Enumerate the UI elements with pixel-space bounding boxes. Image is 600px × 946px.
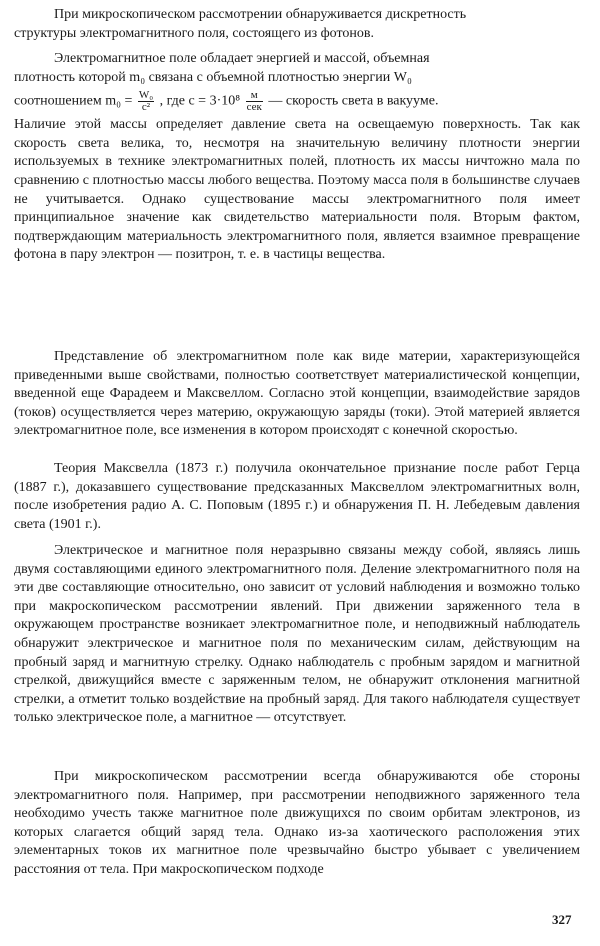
paragraph-1 [14, 6, 580, 43]
unit-denominator: сек [246, 101, 262, 114]
unit-numerator: м [246, 90, 263, 102]
paragraph-3: Представление об электромагнитном поле как виде материи, характеризующейся приведенными выше свойствами, полностью соответствует материалистической концепции, введенной еще Фарадеем и Максвеллом. Согласно этой концепции, взаимодействие зарядов (токов) осуществляется через материю, окружающую заряды (токи). Этой материей является электромагнитное поле, все изменения в котором происходят с конечной скоростью. [14, 349, 580, 439]
paragraph-5: Электрическое и магнитное поля неразрывно связаны между собой, являясь лишь двумя составляющими единого электромагнитного поля. Деление электромагнитного поля на эти две составляющие относительно, оно зависит от условий наблюдения и возможно только при макроскопическом рассмотрении явлений. При движении заряженного тела в окружающем пространстве возникает электромагнитное поле, и неподвижный наблюдатель обнаружит электрическое и магнитное поля по механическим силам, действующим на пробный заряд и магнитную стрелку. Однако наблюдатель с пробным зарядом и магнитной стрелкой, движущийся вместе с заряженным телом, не обнаружит отклонения магнитной стрелки, а отметит только воздействие на пробный заряд. Для такого наблюдателя существует только электрическое поле, а магнитное — отсутствует. [14, 543, 580, 726]
paragraph-2 [14, 50, 580, 265]
formula-denominator: c² [141, 101, 151, 114]
paragraph-2-continuation: Наличие этой массы определяет давление света на освещаемую поверхность. Так как скорость света велика, то, несмотря на значительную величину плотности энергии используемых в технике электромагнитных полей, плотность их массы ничтожно мала по сравнению с плотностью массы любого вещества. Поэтому масса поля в большинстве случаев не учитывается. Однако существование массы электромагнитного поля имеет принципиальное значение как свидетельство материальности поля. Вторым фактом, подтверждающим материальность электромагнитного поля, является взаимное превращение фотона в пару электрон — позитрон, т. е. в частицы вещества. [14, 117, 580, 263]
formula-suffix: — скорость света в вакууме. [268, 93, 439, 109]
paragraph-1-line-2: структуры электромагнитного поля, состоящего из фотонов. [14, 25, 375, 41]
speed-unit-fraction [246, 90, 263, 113]
formula-numerator: W₀ [138, 89, 154, 102]
paragraph-6: При микроскопическом рассмотрении всегда обнаруживаются обе стороны электромагнитного поля. Например, при рассмотрении неподвижного заряженного тела необходимо учесть также магнитное поле движущихся по своим орбитам электронов, из которых слагается общий заряд тела. Однако из-за хаотического расположения этих элементарных токов их магнитное поле чрезвычайно быстро убывает с увеличением расстояния от тела. При макроскопическом подходе [14, 769, 580, 877]
page-number: 327 [552, 912, 572, 927]
formula-speed-value: , где c = 3·10⁸ [159, 93, 241, 109]
formula-fraction [138, 90, 154, 113]
mass-formula-line [14, 90, 580, 113]
paragraph-4: Теория Максвелла (1873 г.) получила окончательное признание после работ Герца (1887 г.), доказавшего существование предсказанных Максвеллом электромагнитных волн, после изобретения радио А. С. Поповым (1895 г.) и обнаружения П. Н. Лебедевым давления света (1901 г.). [14, 461, 580, 532]
paragraph-2-line-2: плотность которой m₀ связана с объемной плотностью энергии W₀ [14, 69, 412, 85]
paragraph-2-line-1: Электромагнитное поле обладает энергией и массой, объемная [54, 51, 430, 66]
paragraph-1-line-1: При микроскопическом рассмотрении обнаруживается дискретность [54, 7, 467, 22]
formula-prefix: соотношением m₀ = [14, 93, 133, 109]
